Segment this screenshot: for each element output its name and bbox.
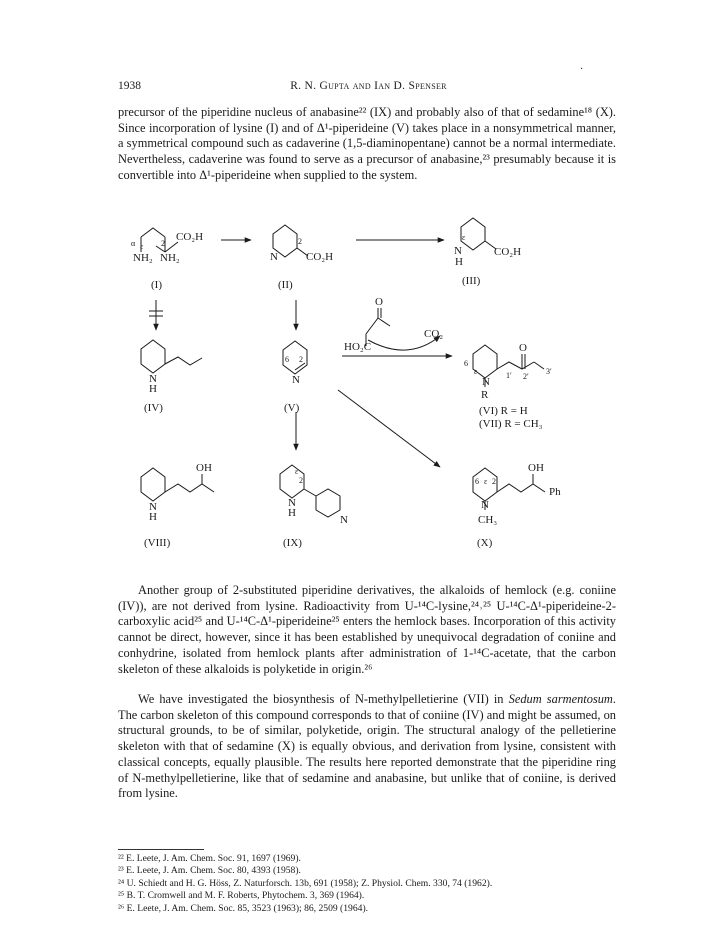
- label-viii: (VIII): [144, 537, 171, 549]
- footnote-rule: [118, 849, 204, 850]
- footnote-22: ²² E. Leete, J. Am. Chem. Soc. 91, 1697 (1969).: [118, 853, 301, 864]
- i-nh2-epsilon: NH₂: [160, 252, 180, 264]
- running-header: [118, 80, 619, 96]
- x-label-2: 2: [492, 477, 496, 486]
- ii-label-2: 2: [298, 237, 302, 246]
- v-label-2: 2: [299, 355, 303, 364]
- ii-n: N: [270, 251, 278, 263]
- ix-h: H: [288, 507, 296, 519]
- structure-iv-coniine: [141, 340, 202, 373]
- ix-label-epsilon: ε: [295, 467, 299, 476]
- speck-mark: ·: [580, 64, 584, 75]
- footnotes: [118, 853, 618, 915]
- footnote-24: ²⁴ U. Schiedt and H. G. Höss, Z. Naturforsch. 13b, 691 (1958); Z. Physiol. Chem. 330, 74 (1962).: [118, 877, 493, 889]
- paragraph-3-part-b: . The carbon skeleton of this compound corresponds to that of coniine (IV) and might be assumed, on structural grounds, to be of similar, polyketide, origin. The structural analogy of the pelletierine skeleton with that of sedamine (X) is equally obvious, and derivation from lysine, consistent with classical concepts, equally plausible. The results here reported demonstrate that the piperidine ring of N-methylpelletierine, like that of sedamine and anabasine, but unlike that of coniine, is derived from lysine.: [118, 692, 616, 801]
- vi-o: O: [519, 342, 527, 354]
- paragraph-3: [118, 692, 616, 802]
- label-ii: (II): [278, 279, 293, 291]
- iv-h: H: [149, 383, 157, 395]
- vi-n: N: [482, 376, 490, 388]
- viii-h: H: [149, 511, 157, 523]
- footnote-25: ²⁵ B. T. Cromwell and M. F. Roberts, Phytochem. 3, 369 (1964).: [118, 890, 365, 902]
- species-name: Sedum sarmentosum: [508, 692, 613, 706]
- ix-pyridine-n: N: [340, 514, 348, 526]
- vi-r: R: [481, 389, 489, 401]
- vi-label-3p: 3′: [546, 367, 552, 376]
- paragraph-3-part-a: We have investigated the biosynthesis of N-methylpelletierine (VII) in: [138, 692, 509, 706]
- acetoacetate-o: O: [375, 296, 383, 308]
- arrow-v-x: [338, 390, 440, 467]
- x-ch3: CH₃: [478, 514, 498, 526]
- x-ph: Ph: [549, 486, 561, 498]
- ix-n: N: [288, 497, 296, 509]
- paragraph-1: precursor of the piperidine nucleus of anabasine²² (IX) and probably also of that of sedamine¹⁸ (X). Since incorporation of lysine (I) and of Δ¹-piperideine (V) takes place in a nonsymmetrical manner, a symmetrical compound such as cadaverine (1,5-diaminopentane) cannot be a normal intermediate. Nevertheless, cadaverine was found to serve as a precursor of anabasine,²³ presumably because it is convertible into Δ¹-piperideine when supplied to the system.: [118, 105, 616, 182]
- structure-i-lysine: [141, 228, 178, 252]
- v-label-6: 6: [285, 355, 289, 364]
- i-label-2: 2: [161, 239, 165, 248]
- structure-ii: [273, 225, 308, 257]
- label-i: (I): [151, 279, 162, 291]
- v-n: N: [292, 374, 300, 386]
- label-x: (X): [477, 537, 493, 549]
- x-label-6: 6: [475, 477, 479, 486]
- vi-label-2p: 2′: [523, 372, 529, 381]
- label-vii: (VII) R = CH₃: [479, 418, 543, 430]
- vi-label-6: 6: [464, 359, 468, 368]
- iv-n: N: [149, 373, 157, 385]
- x-n: N: [481, 499, 489, 511]
- paragraph-2: Another group of 2-substituted piperidine derivatives, the alkaloids of hemlock (e.g. coniine (IV)), are not derived from lysine. Radioactivity from U-¹⁴C-lysine,²⁴˒²⁵ U-¹⁴C-Δ¹-piperideine-2-carboxylic acid²⁵ and U-¹⁴C-Δ¹-piperideine²⁵ enters the hemlock bases. Incorporation of this activity cannot be direct, however, since it has been established by unequivocal degradation of coniine and conhydrine, isolated from hemlock plants after administration of 1-¹⁴C-acetate, that the carbon skeleton of these alkaloids is polyketide in origin.²⁶: [118, 583, 616, 676]
- footnote-23: ²³ E. Leete, J. Am. Chem. Soc. 80, 4393 (1958).: [118, 865, 301, 877]
- page-number: 1938: [118, 80, 141, 92]
- label-ix: (IX): [283, 537, 302, 549]
- iii-h: H: [455, 256, 463, 268]
- iii-co2h: CO₂H: [494, 246, 522, 258]
- iii-n: N: [454, 245, 462, 257]
- i-co2h: CO₂H: [176, 231, 204, 243]
- label-iii: (III): [462, 275, 481, 287]
- footnote-26: ²⁶ E. Leete, J. Am. Chem. Soc. 85, 3523 (1963); 86, 2509 (1964).: [118, 902, 369, 914]
- viii-n: N: [149, 501, 157, 513]
- vi-label-epsilon: ε: [474, 367, 478, 376]
- x-label-epsilon: ε: [484, 477, 488, 486]
- ix-label-2: 2: [299, 476, 303, 485]
- structure-iii: [461, 218, 496, 250]
- ii-co2h: CO₂H: [306, 251, 334, 263]
- co2-label: CO₂: [424, 328, 444, 340]
- acetoacetate-ho2c: HO₂C: [344, 341, 372, 353]
- reaction-scheme: [118, 212, 618, 567]
- label-v: (V): [284, 402, 300, 414]
- iii-label-epsilon: ε: [462, 233, 466, 242]
- viii-oh: OH: [196, 462, 212, 474]
- vi-label-1p: 1′: [506, 371, 512, 380]
- label-vi: (VI) R = H: [479, 405, 528, 417]
- i-nh2-alpha: NH₂: [133, 252, 153, 264]
- i-label-epsilon: ε: [140, 242, 144, 251]
- label-iv: (IV): [144, 402, 163, 414]
- i-label-alpha: α: [131, 239, 136, 248]
- x-oh: OH: [528, 462, 544, 474]
- running-head: R. N. Gupta and Ian D. Spenser: [290, 80, 447, 92]
